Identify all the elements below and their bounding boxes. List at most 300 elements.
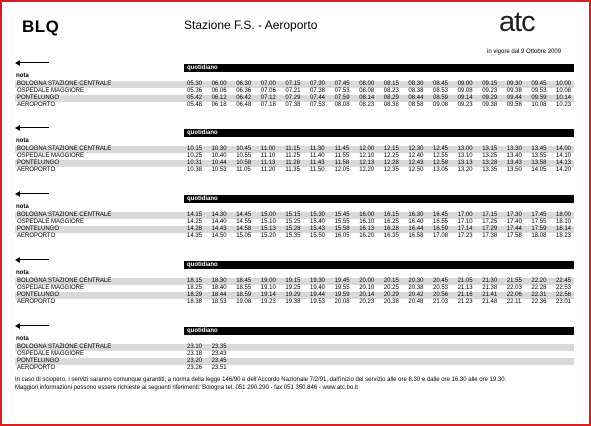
departure-time: 06.30: [236, 81, 252, 87]
departure-time: 09.38: [482, 102, 498, 108]
departure-time: 15.28: [285, 226, 301, 232]
departure-time: 13.13: [457, 160, 473, 166]
departure-time: 22.56: [556, 292, 572, 298]
departure-time: 12.15: [383, 146, 399, 152]
departure-time: 11.35: [285, 167, 300, 173]
departure-time: 08.53: [433, 88, 449, 94]
departure-time: 12.55: [433, 153, 449, 159]
departure-time: 13.25: [482, 153, 498, 159]
departure-time: 07.53: [334, 88, 350, 94]
departure-time: 14.28: [187, 226, 203, 232]
departure-time: 17.55: [531, 219, 547, 225]
departure-time: 22.06: [506, 292, 522, 298]
departure-time: 16.00: [359, 212, 375, 218]
departure-time: 23.10: [187, 344, 203, 350]
departure-time: 23.51: [211, 365, 227, 371]
departure-time: 09.53: [531, 88, 547, 94]
departure-time: 08.30: [408, 81, 424, 87]
direction-arrow-icon: [15, 257, 49, 263]
arrow-head: [15, 257, 20, 263]
timetable-row: [15, 160, 574, 167]
departure-time: 18.15: [187, 278, 203, 284]
departure-time: 09.59: [531, 95, 547, 101]
departure-time: 10.25: [187, 153, 203, 159]
departure-time: 12.25: [383, 153, 399, 159]
timetable-row: [15, 358, 574, 365]
arrow-line: [17, 62, 49, 63]
departure-time: 16.40: [408, 219, 424, 225]
departure-time: 15.35: [285, 233, 301, 239]
departure-time: 10.15: [187, 146, 203, 152]
arrow-head: [15, 323, 20, 329]
stop-name: BOLOGNA STAZIONE CENTRALE: [17, 278, 112, 284]
departure-time: 17.08: [433, 233, 449, 239]
stop-name: PONTELUNGO: [17, 292, 60, 298]
departure-time: 08.08: [334, 102, 350, 108]
timetable-row: [15, 95, 574, 102]
departure-time: 11.15: [285, 146, 300, 152]
departure-time: 19.10: [260, 285, 276, 291]
footer-strike-note: In caso di sciopero, i servizi saranno comunque garantiti, a norma della legge 146/90 e dell'Accordo Nazionale 7/2/91, dall'inizio del servizio alle ore 8.30 e dalle ore 16.30 alle ore 19.30.: [15, 377, 507, 383]
departure-time: 14.50: [211, 233, 227, 239]
arrow-head: [15, 191, 20, 197]
departure-time: 15.50: [310, 233, 326, 239]
departure-time: 20.25: [383, 285, 399, 291]
departure-time: 19.44: [310, 292, 326, 298]
departure-time: 19.55: [334, 285, 350, 291]
timetable-row: [15, 278, 574, 285]
departure-time: 10.14: [556, 95, 572, 101]
departure-time: 08.59: [433, 95, 449, 101]
departure-time: 07.06: [260, 88, 276, 94]
departure-time: 14.30: [211, 212, 227, 218]
departure-time: 07.30: [310, 81, 326, 87]
arrow-line: [17, 193, 49, 194]
departure-time: 18.00: [556, 212, 572, 218]
timetable-row: [15, 167, 574, 174]
departure-time: 06.12: [211, 95, 227, 101]
timetable-row: [15, 102, 574, 109]
departure-time: 20.38: [383, 299, 399, 305]
departure-time: 18.10: [556, 219, 572, 225]
departure-time: 07.18: [260, 102, 276, 108]
departure-time: 20.29: [383, 292, 399, 298]
departure-time: 08.45: [433, 81, 449, 87]
departure-time: 10.45: [236, 146, 252, 152]
departure-time: 21.48: [482, 299, 498, 305]
departure-time: 17.58: [506, 233, 522, 239]
departure-time: 17.40: [506, 219, 522, 225]
departure-time: 09.30: [506, 81, 522, 87]
nota-label: nota: [16, 73, 29, 79]
departure-time: 21.38: [482, 285, 498, 291]
departure-time: 11.30: [310, 146, 325, 152]
timetable-row: [15, 233, 574, 240]
departure-time: 15.13: [260, 226, 276, 232]
departure-time: 10.08: [531, 102, 547, 108]
departure-time: 20.38: [408, 285, 424, 291]
timetable-row: [15, 153, 574, 160]
departure-time: 16.45: [433, 212, 449, 218]
departure-time: 12.45: [433, 146, 449, 152]
direction-arrow-icon: [15, 60, 49, 66]
departure-time: 09.29: [482, 95, 498, 101]
departure-time: 06.42: [236, 95, 252, 101]
atc-logo: [499, 6, 563, 42]
departure-time: 08.58: [408, 102, 424, 108]
departure-time: 05.36: [187, 88, 203, 94]
departure-time: 14.40: [211, 219, 227, 225]
day-type-label: quotidiano: [187, 328, 218, 334]
departure-time: 12.05: [334, 167, 350, 173]
departure-time: 11.50: [310, 167, 325, 173]
departure-time: 12.10: [359, 153, 375, 159]
stop-name: OSPEDALE MAGGIORE: [17, 88, 85, 94]
departure-time: 09.08: [457, 88, 473, 94]
direction-arrow-icon: [15, 191, 49, 197]
departure-time: 22.20: [531, 278, 547, 284]
departure-time: 16.55: [433, 219, 449, 225]
departure-time: 10.38: [187, 167, 203, 173]
departure-time: 08.08: [359, 88, 375, 94]
departure-time: 12.43: [408, 160, 424, 166]
departure-time: 11.55: [334, 153, 350, 159]
departure-time: 08.44: [408, 95, 424, 101]
stop-name: BOLOGNA STAZIONE CENTRALE: [17, 344, 112, 350]
departure-time: 16.58: [408, 233, 424, 239]
section-header-bar: [184, 327, 574, 335]
departure-time: 08.00: [359, 81, 375, 87]
departure-time: 20.23: [359, 299, 375, 305]
departure-time: 09.44: [506, 95, 522, 101]
section-header-bar: [184, 129, 574, 137]
departure-time: 13.15: [482, 146, 498, 152]
timetable-row: [15, 212, 574, 219]
departure-time: 17.14: [457, 226, 473, 232]
departure-time: 17.25: [482, 219, 498, 225]
stop-name: PONTELUNGO: [17, 160, 60, 166]
departure-time: 06.06: [211, 88, 227, 94]
stop-name: AEROPORTO: [17, 102, 56, 108]
departure-time: 09.00: [457, 81, 473, 87]
departure-time: 15.43: [310, 226, 326, 232]
departure-time: 13.45: [531, 146, 547, 152]
departure-time: 21.30: [482, 278, 498, 284]
departure-time: 13.05: [433, 167, 449, 173]
departure-time: 18.23: [556, 233, 572, 239]
departure-time: 11.13: [260, 160, 276, 166]
departure-time: 13.55: [531, 153, 547, 159]
validity-date: in vigore dal 9 Ottobre 2009: [487, 49, 562, 55]
departure-time: 20.15: [383, 278, 399, 284]
departure-time: 14.13: [556, 160, 572, 166]
stop-name: PONTELUNGO: [17, 358, 60, 364]
departure-time: 10.40: [211, 153, 227, 159]
departure-time: 18.40: [211, 285, 227, 291]
departure-time: 15.45: [334, 212, 350, 218]
departure-time: 09.58: [506, 102, 522, 108]
departure-time: 21.03: [433, 299, 449, 305]
departure-time: 05.42: [187, 95, 203, 101]
departure-time: 14.43: [211, 226, 227, 232]
departure-time: 08.15: [383, 81, 399, 87]
departure-time: 07.21: [285, 88, 301, 94]
departure-time: 20.45: [433, 278, 449, 284]
departure-time: 17.38: [482, 233, 498, 239]
departure-time: 17.44: [506, 226, 522, 232]
departure-time: 11.10: [260, 153, 276, 159]
departure-time: 18.14: [556, 226, 572, 232]
departure-time: 11.45: [334, 146, 350, 152]
departure-time: 23.18: [187, 351, 203, 357]
logo-text: atc: [499, 6, 535, 38]
arrow-head: [15, 60, 20, 66]
stop-name: BOLOGNA STAZIONE CENTRALE: [17, 146, 112, 152]
departure-time: 18.29: [187, 292, 203, 298]
departure-time: 20.10: [359, 285, 375, 291]
departure-time: 12.35: [383, 167, 399, 173]
departure-time: 18.45: [236, 278, 252, 284]
departure-time: 10.23: [556, 102, 572, 108]
departure-time: 19.59: [334, 292, 350, 298]
departure-time: 20.00: [359, 278, 375, 284]
departure-time: 11.43: [310, 160, 325, 166]
arrow-line: [17, 259, 49, 260]
departure-time: 16.15: [383, 212, 399, 218]
departure-time: 14.05: [531, 167, 547, 173]
departure-time: 07.29: [285, 95, 301, 101]
departure-time: 23.43: [211, 351, 227, 357]
departure-time: 11.05: [236, 167, 251, 173]
departure-time: 19.38: [285, 299, 301, 305]
departure-time: 15.55: [334, 219, 350, 225]
day-type-label: quotidiano: [187, 262, 218, 268]
departure-time: 21.55: [506, 278, 522, 284]
departure-time: 11.25: [285, 153, 300, 159]
departure-time: 20.14: [359, 292, 375, 298]
departure-time: 16.35: [383, 233, 399, 239]
departure-time: 12.28: [383, 160, 399, 166]
departure-time: 08.38: [383, 102, 399, 108]
departure-time: 22.53: [556, 285, 572, 291]
departure-time: 13.00: [457, 146, 473, 152]
timetable-row: [15, 344, 574, 351]
departure-time: 18.08: [531, 233, 547, 239]
departure-time: 14.55: [236, 219, 252, 225]
nota-label: nota: [16, 204, 29, 210]
departure-time: 09.14: [457, 95, 473, 101]
stop-name: OSPEDALE MAGGIORE: [17, 351, 85, 357]
departure-time: 07.53: [310, 102, 326, 108]
departure-time: 07.45: [334, 81, 350, 87]
section-header-bar: [184, 195, 574, 203]
departure-time: 14.15: [187, 212, 203, 218]
stop-name: OSPEDALE MAGGIORE: [17, 153, 85, 159]
day-type-label: quotidiano: [187, 196, 218, 202]
timetable-row: [15, 351, 574, 358]
departure-time: 18.53: [211, 299, 227, 305]
timetable-row: [15, 299, 574, 306]
departure-time: 09.38: [506, 88, 522, 94]
departure-time: 07.44: [310, 95, 326, 101]
nota-label: nota: [16, 336, 29, 342]
departure-time: 06.18: [211, 102, 227, 108]
departure-time: 17.59: [531, 226, 547, 232]
departure-time: 15.25: [285, 219, 301, 225]
departure-time: 20.08: [334, 299, 350, 305]
departure-time: 17.00: [457, 212, 473, 218]
section-header-bar: [184, 261, 574, 269]
departure-time: 09.15: [482, 81, 498, 87]
departure-time: 12.13: [359, 160, 375, 166]
departure-time: 14.20: [556, 167, 572, 173]
stop-name: AEROPORTO: [17, 167, 56, 173]
departure-time: 06.00: [211, 81, 227, 87]
departure-time: 18.44: [211, 292, 227, 298]
departure-time: 14.35: [187, 233, 203, 239]
departure-time: 21.16: [457, 292, 473, 298]
departure-time: 23.26: [187, 365, 203, 371]
departure-time: 19.15: [285, 278, 301, 284]
departure-time: 13.20: [457, 167, 473, 173]
departure-time: 21.23: [457, 299, 473, 305]
arrow-head: [15, 125, 20, 131]
departure-time: 17.10: [457, 219, 473, 225]
departure-time: 17.23: [457, 233, 473, 239]
departure-time: 13.40: [506, 153, 522, 159]
stop-name: OSPEDALE MAGGIORE: [17, 219, 85, 225]
departure-time: 18.38: [187, 299, 203, 305]
departure-time: 15.00: [260, 212, 276, 218]
departure-time: 15.05: [236, 233, 252, 239]
departure-time: 10.30: [211, 146, 227, 152]
departure-time: 23.01: [556, 299, 572, 305]
section-header-bar: [184, 64, 574, 72]
departure-time: 08.14: [359, 95, 375, 101]
departure-time: 07.00: [260, 81, 276, 87]
stop-name: PONTELUNGO: [17, 226, 60, 232]
departure-time: 16.28: [383, 226, 399, 232]
timetable-row: [15, 226, 574, 233]
departure-time: 21.41: [482, 292, 498, 298]
departure-time: 10.44: [211, 160, 227, 166]
departure-time: 15.30: [310, 212, 326, 218]
departure-time: 16.25: [383, 219, 399, 225]
departure-time: 11.00: [260, 146, 276, 152]
departure-time: 20.42: [408, 292, 424, 298]
departure-time: 14.58: [236, 226, 252, 232]
departure-time: 14.25: [187, 219, 203, 225]
departure-time: 10.58: [236, 160, 252, 166]
direction-arrow-icon: [15, 323, 49, 329]
departure-time: 12.30: [408, 146, 424, 152]
departure-time: 19.00: [260, 278, 276, 284]
departure-time: 17.45: [531, 212, 547, 218]
nota-label: nota: [16, 138, 29, 144]
day-type-label: quotidiano: [187, 65, 218, 71]
departure-time: 17.15: [482, 212, 498, 218]
departure-time: 16.44: [408, 226, 424, 232]
timetable-row: [15, 219, 574, 226]
stop-name: BOLOGNA STAZIONE CENTRALE: [17, 81, 112, 87]
departure-time: 15.58: [334, 226, 350, 232]
departure-time: 16.20: [359, 233, 375, 239]
departure-time: 11.20: [260, 167, 276, 173]
departure-time: 09.45: [531, 81, 547, 87]
nota-label: nota: [16, 270, 29, 276]
departure-time: 12.58: [433, 160, 449, 166]
departure-time: 19.29: [285, 292, 301, 298]
departure-time: 22.31: [531, 292, 547, 298]
departure-time: 23.20: [187, 358, 203, 364]
departure-time: 23.45: [211, 358, 227, 364]
stop-name: PONTELUNGO: [17, 95, 60, 101]
departure-time: 10.55: [236, 153, 252, 159]
departure-time: 10.53: [211, 167, 227, 173]
departure-time: 19.08: [236, 299, 252, 305]
departure-time: 22.36: [531, 299, 547, 305]
departure-time: 07.38: [285, 102, 301, 108]
route-code: BLQ: [22, 17, 60, 36]
departure-time: 21.05: [457, 278, 473, 284]
departure-time: 22.45: [556, 278, 572, 284]
departure-time: 23.35: [211, 344, 227, 350]
departure-time: 20.53: [433, 285, 449, 291]
departure-time: 20.48: [408, 299, 424, 305]
departure-time: 21.13: [457, 285, 473, 291]
arrow-line: [17, 127, 49, 128]
departure-time: 11.58: [334, 160, 350, 166]
timetable-row: [15, 292, 574, 299]
stop-name: BOLOGNA STAZIONE CENTRALE: [17, 212, 112, 218]
departure-time: 11.40: [310, 153, 325, 159]
day-type-label: quotidiano: [187, 130, 218, 136]
departure-time: 13.28: [482, 160, 498, 166]
route-title: Stazione F.S. - Aeroporto: [184, 18, 318, 32]
direction-arrow-icon: [15, 125, 49, 131]
departure-time: 06.36: [236, 88, 252, 94]
departure-time: 08.38: [408, 88, 424, 94]
departure-time: 19.14: [260, 292, 276, 298]
stop-name: AEROPORTO: [17, 299, 56, 305]
timetable-row: [15, 146, 574, 153]
departure-time: 19.53: [310, 299, 326, 305]
departure-time: 12.40: [408, 153, 424, 159]
departure-time: 19.40: [310, 285, 326, 291]
departure-time: 05.48: [187, 102, 203, 108]
departure-time: 07.15: [285, 81, 301, 87]
arrow-line: [17, 325, 49, 326]
timetable-row: [15, 88, 574, 95]
departure-time: 09.23: [457, 102, 473, 108]
departure-time: 22.28: [531, 285, 547, 291]
departure-time: 12.00: [359, 146, 375, 152]
departure-time: 13.10: [457, 153, 473, 159]
departure-time: 22.11: [506, 299, 522, 305]
departure-time: 08.23: [383, 88, 399, 94]
departure-time: 08.29: [383, 95, 399, 101]
departure-time: 17.30: [506, 212, 522, 218]
departure-time: 05.30: [187, 81, 203, 87]
departure-time: 22.03: [506, 285, 522, 291]
departure-time: 15.20: [260, 233, 276, 239]
departure-time: 17.29: [482, 226, 498, 232]
timetable-row: [15, 81, 574, 88]
departure-time: 18.59: [236, 292, 252, 298]
departure-time: 09.08: [433, 102, 449, 108]
departure-time: 18.25: [187, 285, 203, 291]
departure-time: 13.43: [506, 160, 522, 166]
